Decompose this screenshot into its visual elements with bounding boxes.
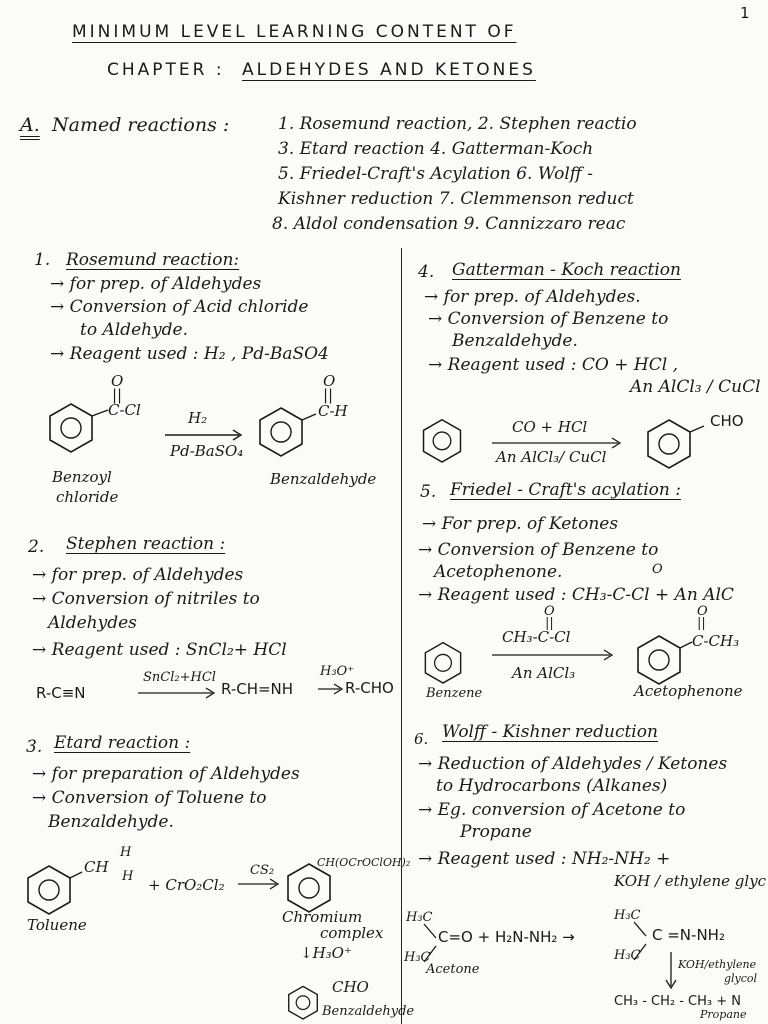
etard-arrow-label: CS₂ xyxy=(250,863,275,878)
rosemund-reactant-name-1: Benzoyl xyxy=(52,468,112,486)
friedel-arrow xyxy=(492,650,616,660)
etard-toluene-h1: H xyxy=(120,845,132,860)
etard-number: 3. xyxy=(26,737,43,757)
rosemund-product-name: Benzaldehyde xyxy=(270,470,377,488)
friedel-acetophenone-ring xyxy=(634,634,684,684)
wolff-point-6: KOH / ethylene glyc xyxy=(614,872,767,890)
wolff-equation: C=O + H₂N-NH₂ → xyxy=(438,928,575,946)
friedel-point-4: → Reagent used : CH₃-C-Cl + An AlC xyxy=(418,585,734,605)
etard-product-label: Benzaldehyde xyxy=(322,1004,415,1019)
named-reaction-line-5: 8. Aldol condensation 9. Cannizzaro reac xyxy=(272,214,626,234)
friedel-point-1: → For prep. of Ketones xyxy=(422,514,619,534)
etard-point-1: → for preparation of Aldehydes xyxy=(32,764,300,784)
friedel-arrow-top: CH₃-C-Cl xyxy=(502,628,571,646)
friedel-number: 5. xyxy=(420,482,437,502)
gatterman-arrow-top: CO + HCl xyxy=(512,418,588,436)
rosemund-reactant-o: O xyxy=(111,372,124,390)
friedel-product-double-bond: || xyxy=(697,616,706,631)
stephen-product: R-CHO xyxy=(345,679,394,697)
etard-complex-group: CH(OCrOClOH)₂ xyxy=(317,856,411,869)
header-chapter-title: ALDEHYDES AND KETONES xyxy=(242,60,536,80)
friedel-point-3: Acetophenone. xyxy=(434,562,563,582)
gatterman-point-1: → for prep. of Aldehydes. xyxy=(424,287,641,307)
rosemund-point-3: to Aldehyde. xyxy=(80,320,189,340)
gatterman-title: Gatterman - Koch reaction xyxy=(452,260,681,280)
wolff-number: 6. xyxy=(414,730,429,748)
gatterman-benzene-ring xyxy=(420,418,464,462)
stephen-arrow2-label: H₃O⁺ xyxy=(320,664,355,679)
wolff-acetone-label: Acetone xyxy=(426,962,480,977)
wolff-down-label-1: KOH/ethylene xyxy=(678,958,757,971)
friedel-benzene-ring xyxy=(422,640,464,684)
etard-benzaldehyde-ring xyxy=(286,984,320,1020)
stephen-arrow-2 xyxy=(318,684,346,694)
gatterman-point-4: → Reagent used : CO + HCl , xyxy=(428,355,678,375)
named-reaction-line-3: 5. Friedel-Craft's Acylation 6. Wolff - xyxy=(278,164,593,184)
stephen-arrow-1 xyxy=(138,688,218,698)
named-reaction-line-2: 3. Etard reaction 4. Gatterman-Koch xyxy=(278,139,594,159)
stephen-arrow1-label: SnCl₂+HCl xyxy=(143,670,216,685)
friedel-product-o: O xyxy=(697,604,708,619)
wolff-down-label-2: glycol xyxy=(724,972,758,985)
rosemund-title: Rosemund reaction: xyxy=(66,250,240,270)
etard-arrow xyxy=(238,879,282,889)
etard-reagent: + CrO₂Cl₂ xyxy=(148,876,225,894)
friedel-product-group: C-CH₃ xyxy=(692,632,740,650)
friedel-arrow-bottom: An AlCl₃ xyxy=(512,664,576,682)
friedel-reactant-name: Benzene xyxy=(426,686,483,701)
rosemund-point-1: → for prep. of Aldehydes xyxy=(50,274,262,294)
etard-complex-label-1: Chromium xyxy=(282,908,363,926)
wolff-final-label: Propane xyxy=(700,1008,747,1021)
gatterman-point-5: An AlCl₃ / CuCl xyxy=(630,377,761,397)
rosemund-point-4: → Reagent used : H₂ , Pd-BaSO4 xyxy=(50,344,329,364)
stephen-point-1: → for prep. of Aldehydes xyxy=(32,565,244,585)
stephen-point-4: → Reagent used : SnCl₂+ HCl xyxy=(32,640,287,660)
wolff-point-5: → Reagent used : NH₂-NH₂ + xyxy=(418,849,671,869)
wolff-final-product: CH₃ - CH₂ - CH₃ + N xyxy=(614,994,741,1009)
header-line-1: MINIMUM LEVEL LEARNING CONTENT OF xyxy=(72,22,517,42)
header-chapter-prefix: CHAPTER : xyxy=(107,60,225,80)
etard-point-3: Benzaldehyde. xyxy=(48,812,174,832)
etard-point-2: → Conversion of Toluene to xyxy=(32,788,267,808)
wolff-point-1: → Reduction of Aldehydes / Ketones xyxy=(418,754,728,774)
wolff-point-3: → Eg. conversion of Acetone to xyxy=(418,800,686,820)
gatterman-arrow xyxy=(492,438,624,448)
wolff-point-2: to Hydrocarbons (Alkanes) xyxy=(436,776,668,796)
rosemund-point-2: → Conversion of Acid chloride xyxy=(50,297,309,317)
column-divider xyxy=(401,248,402,1024)
rosemund-arrow-bottom: Pd-BaSO₄ xyxy=(170,442,244,460)
wolff-acetone-top: H₃C xyxy=(406,910,433,925)
page-number: 1 xyxy=(740,4,750,22)
wolff-title: Wolff - Kishner reduction xyxy=(442,722,658,742)
etard-toluene-group: CH xyxy=(84,858,109,876)
etard-toluene-label: Toluene xyxy=(27,916,87,934)
friedel-title: Friedel - Craft's acylation : xyxy=(450,480,681,500)
stephen-title: Stephen reaction : xyxy=(66,534,226,554)
etard-complex-label-2: complex xyxy=(320,924,384,942)
friedel-point-2: → Conversion of Benzene to xyxy=(418,540,659,560)
rosemund-product-double-bond: || xyxy=(323,386,334,404)
wolff-hydrazone-group: C =N-NH₂ xyxy=(652,926,725,944)
rosemund-reactant-double-bond: || xyxy=(112,386,123,404)
gatterman-product-group: CHO xyxy=(710,412,744,430)
friedel-arrow-top-double-bond: || xyxy=(545,616,554,631)
section-a-label: A. xyxy=(20,114,40,136)
gatterman-benzaldehyde-ring xyxy=(644,418,694,468)
named-reaction-line-1: 1. Rosemund reaction, 2. Stephen reactio xyxy=(278,114,637,134)
gatterman-number: 4. xyxy=(418,262,435,282)
rosemund-reactant-group: C-Cl xyxy=(108,401,141,419)
etard-toluene-ring xyxy=(24,864,74,914)
etard-product-group: CHO xyxy=(332,978,369,996)
rosemund-arrow-top: H₂ xyxy=(188,409,208,427)
stephen-point-2: → Conversion of nitriles to xyxy=(32,589,260,609)
stephen-number: 2. xyxy=(28,537,45,557)
gatterman-arrow-bottom: An AlCl₃/ CuCl xyxy=(496,448,607,466)
named-reaction-line-4: Kishner reduction 7. Clemmenson reduct xyxy=(278,189,634,209)
rosemund-number: 1. xyxy=(34,250,51,270)
gatterman-point-3: Benzaldehyde. xyxy=(452,331,578,351)
rosemund-product-o: O xyxy=(323,372,336,390)
friedel-reagent-o: O xyxy=(652,562,663,577)
wolff-acetone-bottom: H₃C xyxy=(404,950,431,965)
rosemund-benzaldehyde-ring xyxy=(256,406,306,456)
wolff-hydrazone-top: H₃C xyxy=(614,908,641,923)
stephen-intermediate: R-CH=NH xyxy=(221,680,294,698)
etard-complex-ring xyxy=(284,862,334,912)
etard-toluene-h2: H xyxy=(122,869,134,884)
etard-down-arrow-label: ↓H₃O⁺ xyxy=(300,944,352,962)
friedel-arrow-top-o: O xyxy=(544,604,555,619)
rosemund-product-group: C-H xyxy=(318,402,348,420)
rosemund-benzoyl-chloride-ring xyxy=(46,402,96,452)
stephen-equation-start: R-C≡N xyxy=(36,684,86,702)
section-a-title: Named reactions : xyxy=(52,114,230,136)
wolff-down-arrow xyxy=(666,952,676,992)
friedel-product-name: Acetophenone xyxy=(634,682,743,700)
wolff-point-4: Propane xyxy=(460,822,532,842)
wolff-hydrazone-bottom: H₃C xyxy=(614,948,641,963)
etard-title: Etard reaction : xyxy=(54,733,191,753)
rosemund-arrow xyxy=(165,430,245,440)
stephen-point-3: Aldehydes xyxy=(48,613,137,633)
gatterman-point-2: → Conversion of Benzene to xyxy=(428,309,669,329)
rosemund-reactant-name-2: chloride xyxy=(56,488,119,506)
